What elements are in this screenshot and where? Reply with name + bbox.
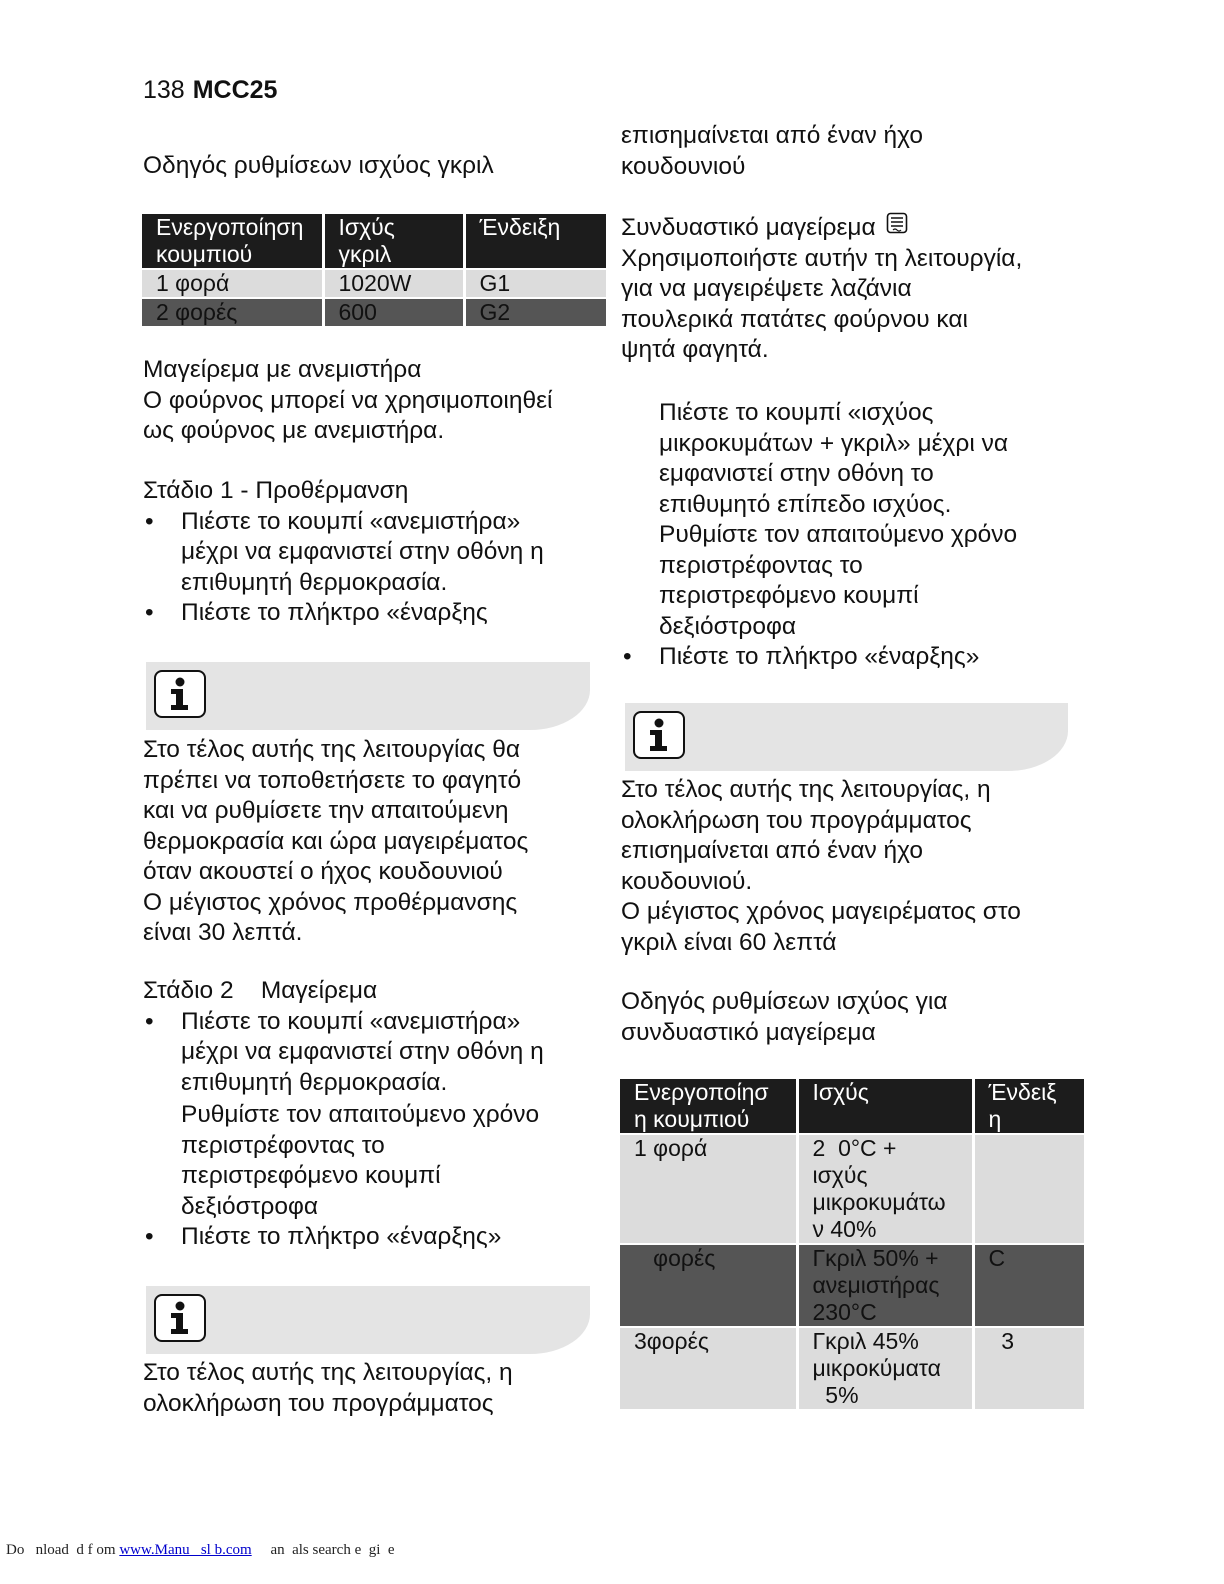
combi-power-table [620,1077,1084,1409]
paragraph-line: ως φούρνος με ανεμιστήρα. [143,417,445,444]
footer-link[interactable]: www.Manu sl b.com [119,1542,252,1558]
table-header-cell: Ένδειξ η [973,1078,1084,1134]
table-cell: 2 0°C + ισχύς μικροκυμάτω ν 40% [797,1134,973,1244]
table-row [620,1244,1084,1327]
info-icon [154,1294,206,1342]
page-header [143,76,277,105]
info-icon [154,670,206,718]
table-header-cell: Ενεργοποίηση κουμπιού [142,213,323,269]
section-heading: Συνδυαστικό μαγείρεμα [621,212,1091,244]
combi-cooking-icon [886,212,908,243]
table-cell [973,1134,1084,1244]
table-header-cell: Ισχύς [797,1078,973,1134]
table-row [142,298,606,326]
note-grill-end: Στο τέλος αυτής της λειτουργίας, η ολοκλήρωση του προγράμματος επισημαίνεται από έναν ήχο κουδουνιού. Ο μέγιστος χρόνος μαγειρέματος στο γκριλ είναι 60 λεπτά [621,776,1021,956]
list-item-continuation: Ρυθμίστε τον απαιτούμενο χρόνο περιστρέφοντας το περιστρεφόμενο κουμπί δεξιόστροφα [181,1101,540,1220]
grill-guide-heading: Οδηγός ρυθμίσεων ισχύος γκριλ [143,152,494,179]
table-cell: Γκριλ 45% μικροκύματα 5% [797,1327,973,1409]
list-item: • Πιέστε το πλήκτρο «έναρξης [143,598,603,629]
model-name: MCC25 [192,76,278,104]
note-cooking: Στο τέλος αυτής της λειτουργίας, η ολοκλήρωση του προγράμματος [143,1359,513,1417]
table-cell: G2 [464,298,606,326]
info-icon [633,711,685,759]
table-cell: 3φορές [620,1327,797,1409]
table-header-cell: Ένδειξη [464,213,606,269]
bullet-list [621,398,1091,673]
table-header-cell: Ενεργοποίησ η κουμπιού [620,1078,797,1134]
table-cell: G1 [464,269,606,298]
table-cell: 3 [973,1327,1084,1409]
section-heading: Στάδιο 2 Μαγείρεμα [143,977,378,1004]
table-cell: C [973,1244,1084,1327]
table-cell: 1 φορά [620,1134,797,1244]
info-box [625,703,1068,771]
table-header-row [620,1078,1084,1134]
table-row [620,1134,1084,1244]
continued-text: επισημαίνεται από έναν ήχο κουδουνιού [621,122,924,180]
list-item-continuation: Πιέστε το κουμπί «ισχύος μικροκυμάτων + γκριλ» μέχρι να εμφανιστεί στην οθόνη το επιθυμητό επίπεδο ισχύος. Ρυθμίστε τον απαιτούμενο χρόνο περιστρέφοντας το περιστρεφόμενο κουμπί δεξιόστροφα [659,399,1018,640]
combi-section: Συνδυαστικό μαγείρεμα Χρησιμοποιήστε αυτήν τη λειτουργία, για να μαγειρέψετε λαζάνια πουλερικά πατάτες φούρνου και ψητά φαγητά. [621,212,1091,366]
footer-suffix: an als search e gi e [251,1542,395,1558]
list-item: • Πιέστε το πλήκτρο «έναρξης» [621,642,1091,673]
table-cell: φορές [620,1244,797,1327]
bullet-list [143,1007,603,1253]
section-heading: Μαγείρεμα με ανεμιστήρα [143,356,422,383]
grill-power-table [142,212,606,326]
table-cell: 1020W [323,269,464,298]
table-cell: 1 φορά [142,269,323,298]
table-row [142,269,606,298]
list-item: • Πιέστε το κουμπί «ανεμιστήρα» μέχρι να εμφανιστεί στην οθόνη η επιθυμητή θερμοκρασία. [143,1007,603,1099]
download-footer [6,1542,395,1559]
footer-prefix: Do nload d f om [6,1542,120,1558]
page-number: 138 [143,76,185,104]
bullet-list [143,507,603,629]
combi-table-heading: Οδηγός ρυθμίσεων ισχύος για συνδυαστικό μαγείρεμα [621,988,948,1046]
stage2-section [143,976,603,1253]
info-box [146,662,590,730]
table-cell: 2 φορές [142,298,323,326]
table-row [620,1327,1084,1409]
fan-cooking-section [143,355,603,447]
paragraph-line: Ο φούρνος μπορεί να χρησιμοποιηθεί [143,386,553,414]
combi-steps [621,396,1091,673]
stage1-section [143,476,603,629]
table-cell: 600 [323,298,464,326]
list-item: • Πιέστε το πλήκτρο «έναρξης» [143,1222,603,1253]
note-preheat: Στο τέλος αυτής της λειτουργίας θα πρέπει να τοποθετήσετε το φαγητό και να ρυθμίσετε την απαιτούμενη θερμοκρασία και ώρα μαγειρέματος όταν ακουστεί ο ήχος κουδουνιού Ο μέγιστος χρόνος προθέρμανσης είναι 30 λεπτά. [143,736,529,946]
table-cell: Γκριλ 50% + ανεμιστήρας 230°C [797,1244,973,1327]
table-header-cell: Ισχύς γκριλ [323,213,464,269]
list-item: • Πιέστε το κουμπί «ανεμιστήρα» μέχρι να εμφανιστεί στην οθόνη η επιθυμητή θερμοκρασία. [143,507,603,599]
info-box [146,1286,590,1354]
table-header-row [142,213,606,269]
section-heading: Στάδιο 1 - Προθέρμανση [143,477,409,504]
